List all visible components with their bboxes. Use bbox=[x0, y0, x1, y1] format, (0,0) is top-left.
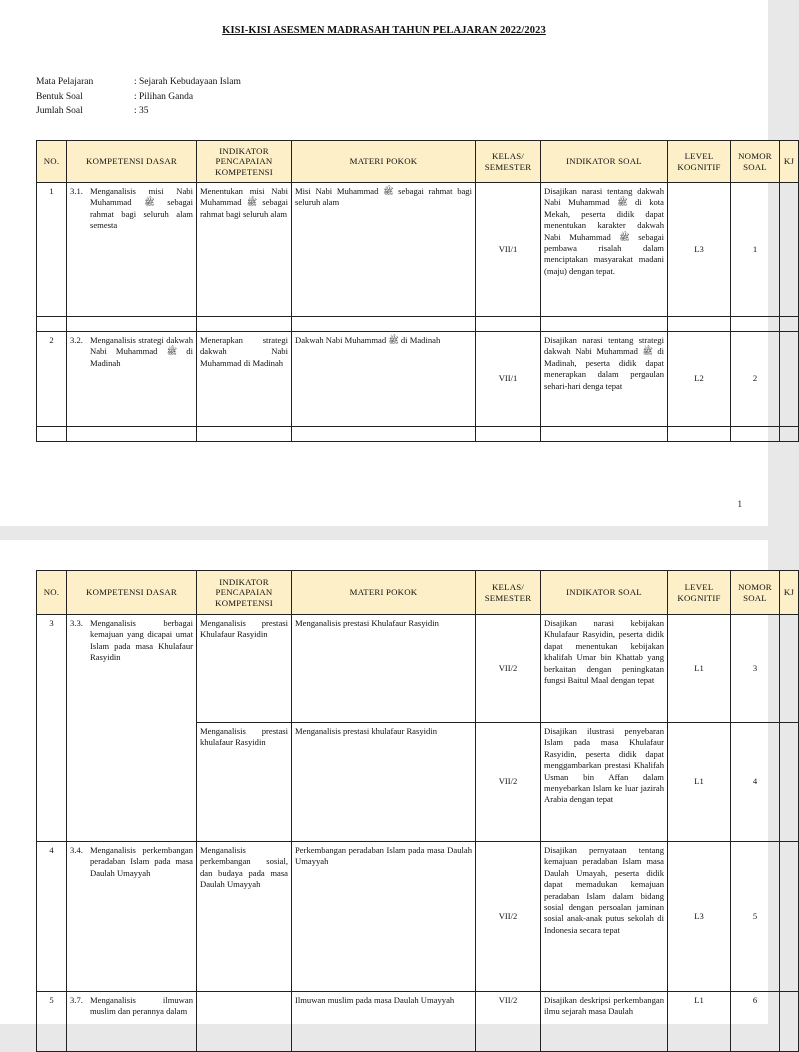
header-materi-pokok: MATERI POKOK bbox=[292, 571, 476, 615]
cell-indikator-soal: Disajikan ilustrasi penyebaran Islam pada masa Khulafaur Rasyidin, peserta didik dapat menggambarkan prestasi Khalifah Usman bin Affan dalam menyebarkan Islam ke luar jazirah Arabia dengan tepat bbox=[541, 723, 668, 842]
cell-no: 5 bbox=[37, 992, 67, 1052]
header-kompetensi-dasar: KOMPETENSI DASAR bbox=[67, 571, 197, 615]
header-level-kognitif: LEVEL KOGNITIF bbox=[668, 571, 731, 615]
kd-text: Menganalisis berbagai kemajuan yang dicapai umat Islam pada masa Khulafaur Rasyidin bbox=[90, 618, 193, 663]
cell-materi-pokok: Dakwah Nabi Muhammad ﷺ di Madinah bbox=[292, 332, 476, 427]
header-nomor-soal: NOMOR SOAL bbox=[731, 571, 780, 615]
header-level-kognitif: LEVEL KOGNITIF bbox=[668, 141, 731, 183]
header-indikator-soal: INDIKATOR SOAL bbox=[541, 571, 668, 615]
meta-value: : Pilihan Ganda bbox=[134, 91, 194, 102]
header-indikator-pencapaian: INDIKATOR PENCAPAIAN KOMPETENSI bbox=[197, 571, 292, 615]
table-row bbox=[37, 183, 799, 317]
cell-kompetensi-dasar bbox=[67, 842, 197, 992]
cell-kompetensi-dasar bbox=[67, 183, 197, 317]
meta-row bbox=[36, 104, 241, 119]
cell-level-kognitif: L2 bbox=[668, 332, 731, 427]
cell-level-kognitif: L3 bbox=[668, 183, 731, 317]
table-header-row bbox=[37, 571, 799, 615]
cell-no: 2 bbox=[37, 332, 67, 427]
cell-indikator-soal: Disajikan deskripsi perkembangan ilmu sejarah masa Daulah bbox=[541, 992, 668, 1052]
cell-nomor-soal: 2 bbox=[731, 332, 780, 427]
header-kj: KJ bbox=[780, 141, 799, 183]
kd-number: 3.3. bbox=[70, 618, 83, 628]
document-page-2 bbox=[0, 540, 795, 1024]
kisi-table-page-1 bbox=[36, 140, 799, 442]
cell-level-kognitif: L3 bbox=[668, 842, 731, 992]
meta-key: Mata Pelajaran bbox=[36, 77, 94, 87]
cell-ipk: Menentukan misi Nabi Muhammad ﷺ sebagai rahmat bagi seluruh alam bbox=[197, 183, 292, 317]
header-indikator-soal: INDIKATOR SOAL bbox=[541, 141, 668, 183]
cell-indikator-soal: Disajikan narasi tentang dakwah Nabi Muhammad ﷺ di kota Mekah, peserta didik dapat menentukan karakter dakwah Nabi Muhammad ﷺ sebagai pembawa risalah dalam menciptakan masyarakat madani (maju) dengan tepat. bbox=[541, 183, 668, 317]
header-kelas-semester: KELAS/ SEMESTER bbox=[476, 571, 541, 615]
cell-kelas-semester: VII/2 bbox=[476, 615, 541, 723]
cell-materi-pokok: Menganalisis prestasi Khulafaur Rasyidin bbox=[292, 615, 476, 723]
cell-materi-pokok: Misi Nabi Muhammad ﷺ sebagai rahmat bagi seluruh alam bbox=[292, 183, 476, 317]
cell-ipk bbox=[197, 992, 292, 1052]
kisi-table-page-2 bbox=[36, 570, 799, 1052]
meta-value: : 35 bbox=[134, 106, 149, 116]
cell-kj bbox=[780, 992, 799, 1052]
cell-kelas-semester: VII/2 bbox=[476, 842, 541, 992]
cell-kj bbox=[780, 842, 799, 992]
table-header-row bbox=[37, 141, 799, 183]
kd-text: Menganalisis strategi dakwah Nabi Muhammad ﷺ di Madinah bbox=[90, 335, 193, 368]
table-spacer-row bbox=[37, 427, 799, 442]
cell-ipk: Menerapkan strategi dakwah Nabi Muhammad di Madinah bbox=[197, 332, 292, 427]
cell-kelas-semester: VII/2 bbox=[476, 992, 541, 1052]
cell-kj bbox=[780, 723, 799, 842]
cell-indikator-soal: Disajikan narasi kebijakan Khulafaur Rasyidin, peserta didik dapat menentukan kebijakan khalifah Umar bin Khattab yang berkaitan dengan peningkatan fungsi Baitul Maal dengan tepat bbox=[541, 615, 668, 723]
cell-kompetensi-dasar bbox=[67, 332, 197, 427]
kd-number: 3.2. bbox=[70, 335, 83, 345]
table-spacer-row bbox=[37, 317, 799, 332]
cell-no: 3 bbox=[37, 615, 67, 842]
table-row bbox=[37, 615, 799, 723]
cell-kj bbox=[780, 183, 799, 317]
document-title: KISI-KISI ASESMEN MADRASAH TAHUN PELAJARAN 2022/2023 bbox=[222, 25, 546, 36]
cell-materi-pokok: Ilmuwan muslim pada masa Daulah Umayyah bbox=[292, 992, 476, 1052]
cell-nomor-soal: 3 bbox=[731, 615, 780, 723]
header-indikator-pencapaian: INDIKATOR PENCAPAIAN KOMPETENSI bbox=[197, 141, 292, 183]
header-kj: KJ bbox=[780, 571, 799, 615]
meta-row bbox=[36, 90, 241, 105]
cell-nomor-soal: 1 bbox=[731, 183, 780, 317]
cell-materi-pokok: Menganalisis prestasi khulafaur Rasyidin bbox=[292, 723, 476, 842]
table-row bbox=[37, 332, 799, 427]
meta-row bbox=[36, 75, 241, 90]
cell-materi-pokok: Perkembangan peradaban Islam pada masa Daulah Umayyah bbox=[292, 842, 476, 992]
kd-text: Menganalisis perkembangan peradaban Islam pada masa Daulah Umayyah bbox=[90, 845, 193, 878]
table-row bbox=[37, 992, 799, 1052]
meta-value: : Sejarah Kebudayaan Islam bbox=[134, 77, 241, 87]
header-no: NO. bbox=[37, 141, 67, 183]
meta-key: Bentuk Soal bbox=[36, 91, 83, 102]
table-row bbox=[37, 842, 799, 992]
cell-indikator-soal: Disajikan pernyataan tentang kemajuan peradaban Islam masa Daulah Umayah, peserta didik dapat memadukan kemajuan peradaban Islam dalam bidang sosial dengan persoalan jaminan sosial anak-anak putus sekolah di Indonesia secara tepat bbox=[541, 842, 668, 992]
document-meta bbox=[36, 75, 241, 119]
header-kelas-semester: KELAS/ SEMESTER bbox=[476, 141, 541, 183]
cell-no: 1 bbox=[37, 183, 67, 317]
cell-kj bbox=[780, 615, 799, 723]
cell-kelas-semester: VII/2 bbox=[476, 723, 541, 842]
cell-nomor-soal: 6 bbox=[731, 992, 780, 1052]
kd-text: Menganalisis ilmuwan muslim dan perannya dalam bbox=[90, 995, 193, 1017]
cell-kelas-semester: VII/1 bbox=[476, 183, 541, 317]
cell-ipk: Menganalisis prestasi khulafaur Rasyidin bbox=[197, 723, 292, 842]
cell-kelas-semester: VII/1 bbox=[476, 332, 541, 427]
cell-kompetensi-dasar bbox=[67, 615, 197, 842]
cell-no: 4 bbox=[37, 842, 67, 992]
cell-kj bbox=[780, 332, 799, 427]
kd-number: 3.7. bbox=[70, 995, 83, 1005]
kd-text: Menganalisis misi Nabi Muhammad ﷺ sebagai rahmat bagi seluruh alam semesta bbox=[90, 186, 193, 231]
cell-nomor-soal: 4 bbox=[731, 723, 780, 842]
cell-level-kognitif: L1 bbox=[668, 992, 731, 1052]
document-page-1 bbox=[0, 0, 795, 526]
cell-level-kognitif: L1 bbox=[668, 615, 731, 723]
kd-number: 3.4. bbox=[70, 845, 83, 855]
header-kompetensi-dasar: KOMPETENSI DASAR bbox=[67, 141, 197, 183]
cell-ipk: Menganalisis prestasi Khulafaur Rasyidin bbox=[197, 615, 292, 723]
cell-indikator-soal: Disajikan narasi tentang strategi dakwah Nabi Muhammad ﷺ di Madinah, peserta didik dapat menerapkan dalam pergaulan sehari-hari denga tepat bbox=[541, 332, 668, 427]
header-materi-pokok: MATERI POKOK bbox=[292, 141, 476, 183]
header-nomor-soal: NOMOR SOAL bbox=[731, 141, 780, 183]
cell-level-kognitif: L1 bbox=[668, 723, 731, 842]
kd-number: 3.1. bbox=[70, 186, 83, 196]
meta-key: Jumlah Soal bbox=[36, 106, 83, 116]
cell-kompetensi-dasar bbox=[67, 992, 197, 1052]
header-no: NO. bbox=[37, 571, 67, 615]
cell-nomor-soal: 5 bbox=[731, 842, 780, 992]
page-number: 1 bbox=[737, 499, 742, 509]
cell-ipk: Menganalisis perkembangan sosial, dan budaya pada masa Daulah Umayyah bbox=[197, 842, 292, 992]
